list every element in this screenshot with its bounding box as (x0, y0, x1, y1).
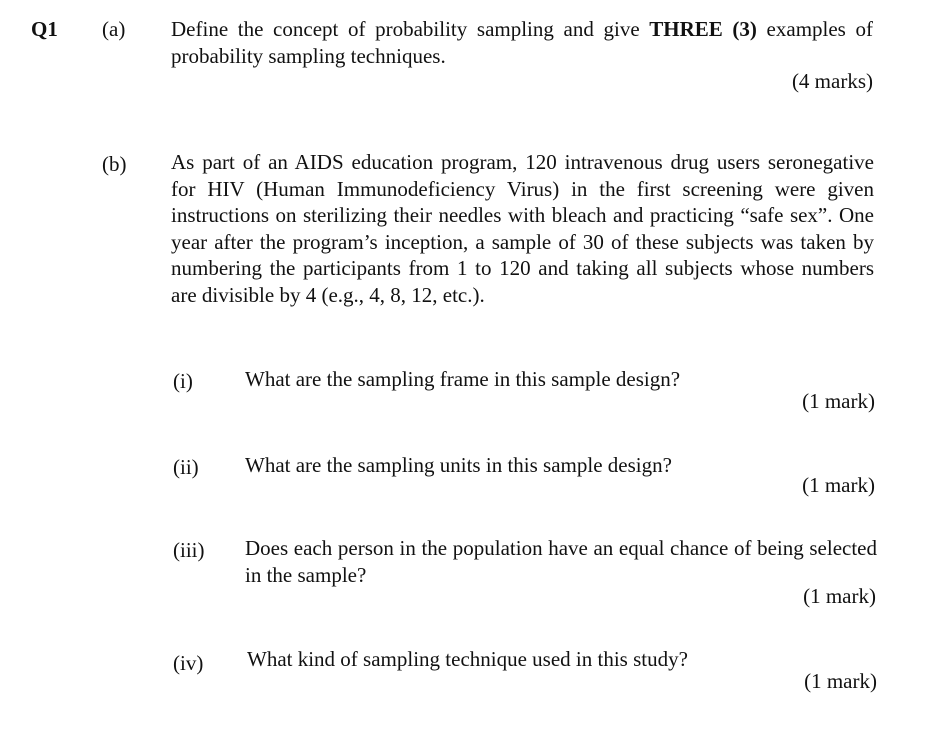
subpart-ii-label: (ii) (173, 455, 199, 479)
part-a-text-after: examples of probability sampling techniques. (171, 17, 873, 68)
subpart-i-marks: (1 mark) (802, 389, 875, 413)
subpart-iii-label: (iii) (173, 538, 205, 562)
subpart-iv-text: What kind of sampling technique used in this study? (247, 647, 688, 671)
subpart-ii-marks: (1 mark) (802, 473, 875, 497)
subpart-iv-marks: (1 mark) (804, 669, 877, 693)
subpart-iii-marks: (1 mark) (803, 584, 876, 608)
question-number: Q1 (31, 17, 58, 41)
subpart-iv-label: (iv) (173, 651, 204, 675)
part-a-label: (a) (102, 17, 126, 41)
part-b-stem: As part of an AIDS education program, 120 intravenous drug users seronegative for HIV (Human Immunodeficiency Virus) in the first screening were given instructions on sterilizing their needles with bleach and practicing “safe sex”. One year after the program’s inception, a sample of 30 of these subjects was taken by numbering the participants from 1 to 120 and taking all subjects whose numbers are divisible by 4 (e.g., 4, 8, 12, etc.). (171, 150, 874, 307)
part-a-marks: (4 marks) (791, 69, 873, 93)
part-a-text-before: Define the concept of probability sampling and give (171, 17, 650, 41)
part-a-text-bold: THREE (3) (649, 17, 757, 41)
subpart-iii-text: Does each person in the population have an equal chance of being selected in the sample? (245, 536, 877, 587)
part-a-text (171, 16, 873, 69)
subpart-i-text: What are the sampling frame in this sample design? (245, 367, 681, 391)
subpart-ii-text: What are the sampling units in this sample design? (245, 453, 672, 477)
part-b-label: (b) (102, 152, 127, 176)
subpart-i-label: (i) (173, 369, 193, 393)
